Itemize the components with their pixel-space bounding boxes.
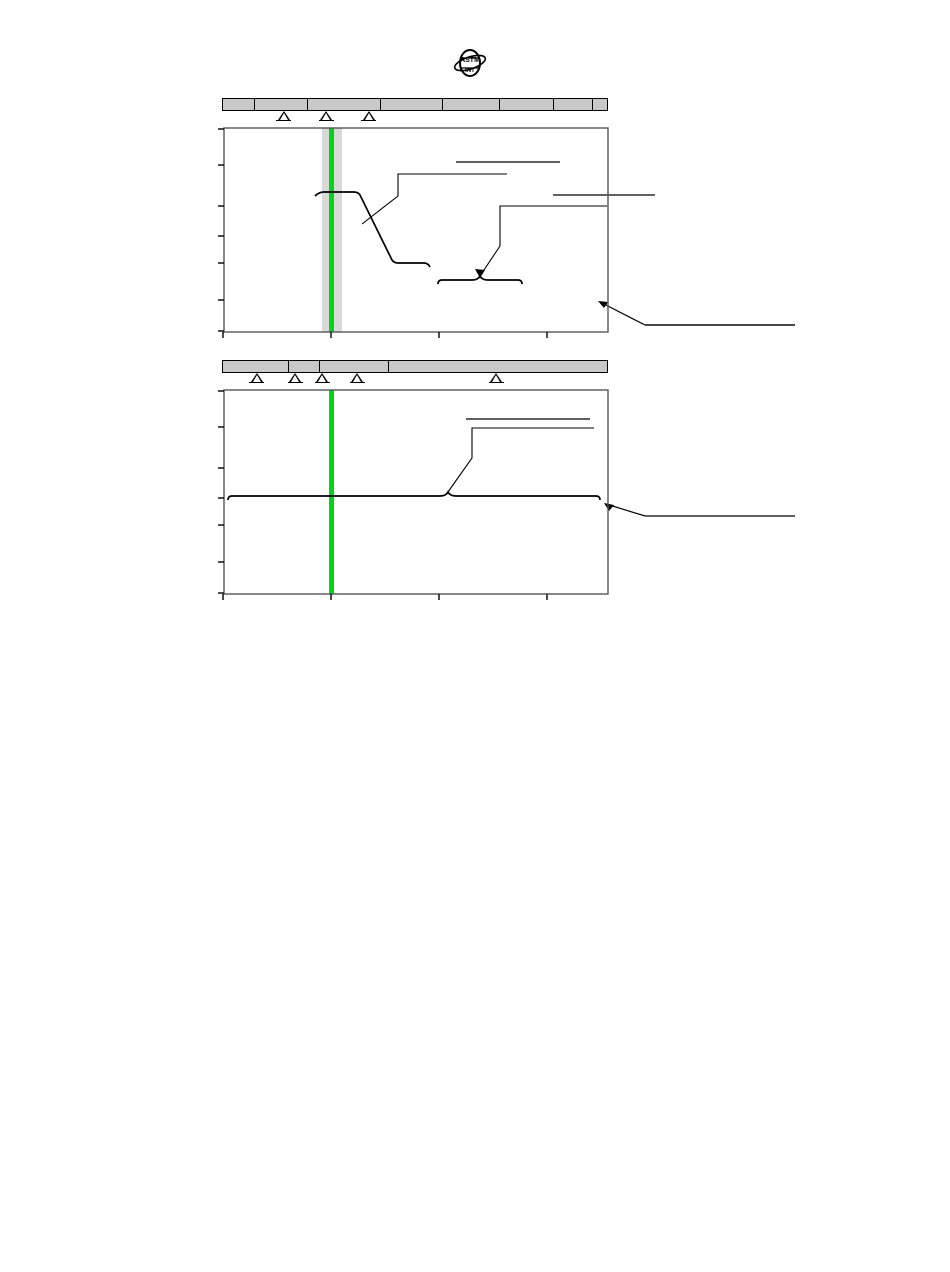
top-chart (0, 92, 950, 354)
astm-logo-icon (453, 48, 487, 78)
bottom-chart-plot (0, 354, 950, 616)
figure-1 (0, 92, 950, 616)
incoherent-noise-leader (448, 428, 594, 492)
incoherent-noise-bracket (228, 492, 600, 500)
ring-position-marker (329, 128, 334, 332)
general-background-noise-arrow (604, 503, 614, 511)
top-chart-plot (0, 92, 950, 354)
general-background-noise-arrow (598, 301, 608, 308)
incoherent-noise-arrow (475, 269, 485, 278)
svg-text:ASTM: ASTM (460, 57, 480, 64)
document-header (0, 48, 950, 78)
plot-frame-top (224, 128, 608, 332)
ring-position-marker (329, 390, 334, 594)
general-background-noise-leader (600, 302, 645, 325)
plot-frame-bottom (224, 390, 608, 594)
coherent-noise-leader (362, 174, 507, 224)
svg-text:INT: INT (465, 68, 475, 74)
axis-ticks-top (218, 129, 547, 338)
incoherent-noise-leader (480, 206, 607, 276)
bottom-chart (0, 354, 950, 616)
